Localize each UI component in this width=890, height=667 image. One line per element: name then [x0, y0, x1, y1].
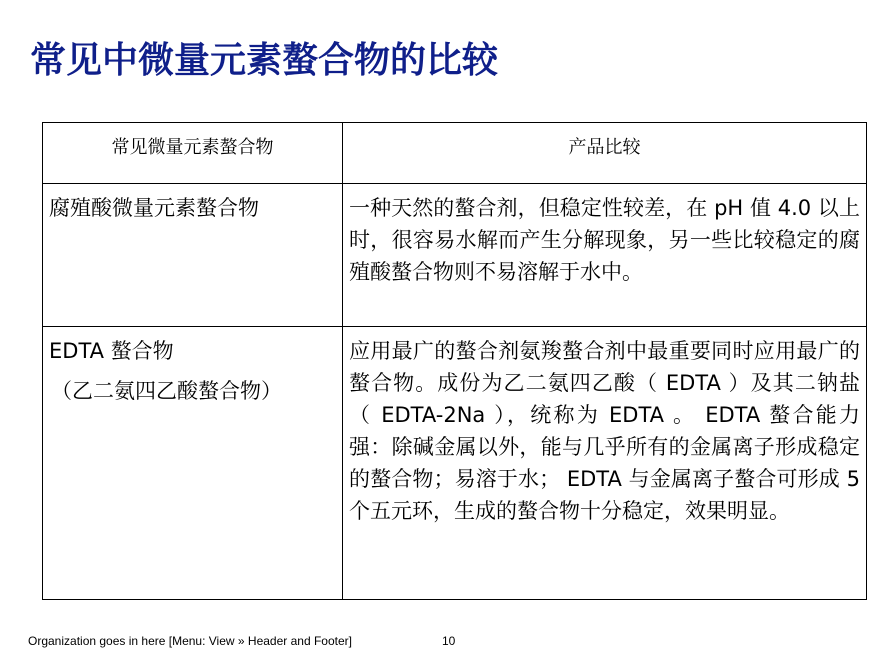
comparison-text: 应用最广的螯合剂氨羧螯合剂中最重要同时应用最广的螯合物。成份为乙二氨四乙酸（ EDTA ）及其二钠盐 （ EDTA-2Na ），统称为 EDTA 。 EDTA 螯合能力强：除碱金属以外，能与几乎所有的金属离子形成稳定的螯合物；易溶于水； EDTA 与金属离子螯合可形成 5 个五元环，生成的螯合物十分稳定，效果明显。 — [349, 339, 860, 523]
chelate-name-block — [43, 327, 342, 413]
page-number: 10 — [442, 634, 456, 648]
chelate-subname: （乙二氨四乙酸螯合物） — [51, 379, 282, 403]
table-row — [43, 327, 867, 600]
table-row — [43, 184, 867, 327]
chelate-name: 腐殖酸微量元素螯合物 — [49, 196, 259, 220]
footer-text: Organization goes in here [Menu: View » Header and Footer] — [28, 634, 352, 648]
comparison-table — [42, 122, 867, 600]
table-cell — [43, 184, 343, 327]
page-title: 常见中微量元素螯合物的比较 — [30, 40, 499, 81]
comparison-text: 一种天然的螯合剂，但稳定性较差，在 pH 值 4.0 以上时，很容易水解而产生分解现象，另一些比较稳定的腐殖酸螯合物则不易溶解于水中。 — [349, 196, 860, 284]
table-cell — [343, 184, 867, 327]
table-cell — [343, 327, 867, 600]
table-header-row — [43, 123, 867, 184]
column-header: 常见微量元素螯合物 — [43, 123, 343, 184]
table-cell — [43, 327, 343, 600]
chelate-name: EDTA 螯合物 — [49, 339, 174, 363]
column-header: 产品比较 — [343, 123, 867, 184]
